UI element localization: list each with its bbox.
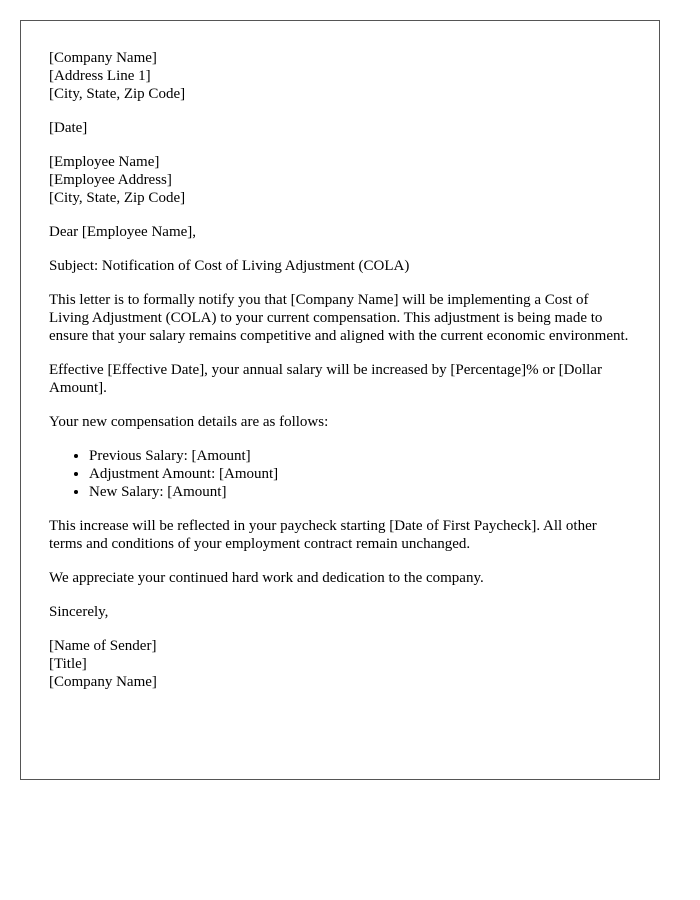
reflection-paragraph: This increase will be reflected in your paycheck starting [Date of First Paycheck]. All other terms and conditions of your employment contract remain unchanged. — [49, 518, 597, 552]
sender-company-name: [Company Name] — [49, 50, 157, 66]
sender-address-block — [49, 49, 631, 103]
sender-address-line: [Address Line 1] — [49, 68, 151, 84]
sender-name: [Name of Sender] — [49, 638, 157, 654]
list-item-new-salary: • New Salary: [Amount] — [89, 483, 631, 501]
letter-date — [49, 119, 631, 137]
recipient-name: [Employee Name] — [49, 154, 160, 170]
recipient-address: [Employee Address] — [49, 172, 172, 188]
signature-block — [49, 637, 631, 691]
compensation-details-list — [49, 447, 631, 501]
details-intro-paragraph: Your new compensation details are as follows: — [49, 414, 329, 430]
date-text: [Date] — [49, 120, 88, 136]
sender-title: [Title] — [49, 656, 87, 672]
subject-line: Subject: Notification of Cost of Living Adjustment (COLA) — [49, 258, 410, 274]
effective-paragraph: Effective [Effective Date], your annual salary will be increased by [Percentage]% or [Dollar Amount]. — [49, 362, 602, 396]
sender-city-state-zip: [City, State, Zip Code] — [49, 86, 186, 102]
intro-paragraph: This letter is to formally notify you that [Company Name] will be implementing a Cost of Living Adjustment (COLA) to your current compensation. This adjustment is being made to ensure that your salary remains competitive and aligned with the current economic environment. — [49, 292, 629, 344]
salutation: Dear [Employee Name], — [49, 224, 197, 240]
recipient-address-block — [49, 153, 631, 207]
list-item-adjustment-amount: • Adjustment Amount: [Amount] — [89, 465, 631, 483]
appreciation-paragraph: We appreciate your continued hard work and dedication to the company. — [49, 570, 484, 586]
letter-page — [20, 20, 660, 780]
list-item-previous-salary: • Previous Salary: [Amount] — [89, 447, 631, 465]
signature-company-name: [Company Name] — [49, 674, 157, 690]
recipient-city-state-zip: [City, State, Zip Code] — [49, 190, 186, 206]
closing: Sincerely, — [49, 604, 109, 620]
